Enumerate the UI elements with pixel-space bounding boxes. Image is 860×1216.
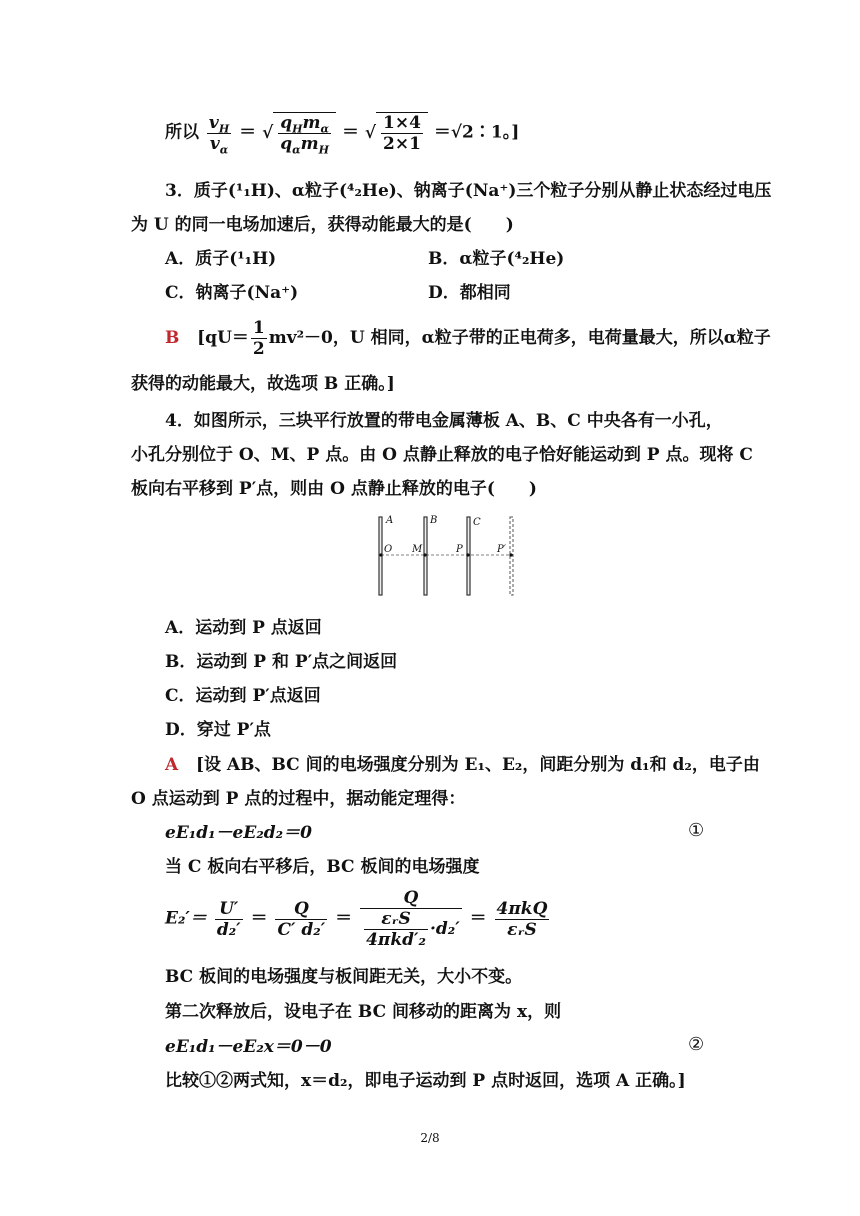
- q4-equation-2: eE₁d₁－eE₂x＝0－0: [165, 1037, 332, 1057]
- label-p-prime: P′: [497, 544, 506, 555]
- q4-explanation-line5: 第二次释放后，设电子在 BC 间移动的距离为 x，则: [165, 1002, 562, 1022]
- q3-answer: B: [165, 328, 180, 348]
- label-m: M: [412, 544, 423, 555]
- parallel-plates-figure: [372, 511, 522, 601]
- equation-marker-2: ②: [688, 1034, 705, 1055]
- q3-option-c: C．钠离子(Na⁺): [165, 283, 299, 303]
- q3-stem-line1: 3．质子(¹₁H)、α粒子(⁴₂He)、钠离子(Na⁺)三个粒子分别从静止状态经过电压: [165, 181, 772, 201]
- q4-explanation-line4: BC 板间的电场强度与板间距无关，大小不变。: [165, 967, 523, 987]
- q3-stem-line2: 为 U 的同一电场加速后，获得动能最大的是( ): [131, 215, 514, 235]
- label-a: A: [386, 515, 394, 526]
- q4-explanation-line6: 比较①②两式知，x＝d₂，即电子运动到 P 点时返回，选项 A 正确。]: [165, 1071, 686, 1091]
- sqrt-charge-mass: √ $\frac{q_Hm_\alpha}{q_\alpha m_H}$: [262, 112, 336, 154]
- label-b: B: [430, 515, 438, 526]
- e2-derivation: E₂′＝ $\frac{U'}{\text{d₂′}}$ ＝ $\frac{Q}{\text{C′ d₂′}}$ ＝ Q $\frac{\text{εᵣS}}{\text{4πkd′₂}}$ ·d₂′ ＝ $\frac{\text{4πkQ}}{\text{εᵣS}}$: [165, 888, 548, 950]
- q4-explanation-line1: A [设 AB、BC 间的电场强度分别为 E₁、E₂，间距分别为 d₁和 d₂，电子由: [165, 755, 760, 775]
- equation-marker-1: ①: [688, 820, 705, 841]
- q3-explanation-line1: B [qU＝ $\frac{1}{2}$ mv²－0，U 相同，α粒子带的正电荷多，电荷量最大，所以α粒子: [165, 318, 771, 359]
- q4-explanation-line2: O 点运动到 P 点的过程中，据动能定理得：: [131, 789, 466, 809]
- ratio-result: ＝√2∶1。]: [433, 122, 520, 143]
- q4-explanation-line3: 当 C 板向右平移后，BC 板间的电场强度: [165, 857, 480, 877]
- q4-option-a: A．运动到 P 点返回: [165, 618, 322, 638]
- q4-option-d: D．穿过 P′点: [165, 720, 271, 740]
- page-number: 2/8: [420, 1131, 440, 1145]
- q4-option-b: B．运动到 P 和 P′点之间返回: [165, 652, 398, 672]
- q3-option-a: A．质子(¹₁H): [165, 249, 277, 269]
- q4-stem-line3: 板向右平移到 P′点，则由 O 点静止释放的电子( ): [131, 479, 537, 499]
- velocity-ratio-fraction: $\frac{v_H}{v_\alpha}$: [208, 112, 230, 156]
- q3-option-d: D．都相同: [428, 283, 511, 303]
- q3-option-b: B．α粒子(⁴₂He): [428, 249, 565, 269]
- label-c: C: [473, 517, 481, 528]
- q4-answer: A: [165, 755, 179, 775]
- ratio-prefix: 所以: [165, 122, 199, 143]
- q4-equation-1: eE₁d₁－eE₂d₂＝0: [165, 823, 312, 843]
- q4-option-c: C．运动到 P′点返回: [165, 686, 321, 706]
- q4-stem-line1: 4．如图所示，三块平行放置的带电金属薄板 A、B、C 中央各有一小孔，: [165, 411, 723, 431]
- q4-stem-line2: 小孔分别位于 O、M、P 点。由 O 点静止释放的电子恰好能运动到 P 点。现将 C: [131, 445, 753, 465]
- q3-explanation-line2: 获得的动能最大，故选项 B 正确。]: [131, 374, 395, 394]
- ratio-formula: 所以 $\frac{v_H}{v_\alpha}$ ＝ √ $\frac{q_Hm_\alpha}{q_\alpha m_H}$ ＝ √ $\frac{1\times 4}{2\times 1}$ ＝√2∶1。]: [165, 112, 520, 157]
- label-p: P: [456, 544, 463, 555]
- sqrt-numeric: √ $\frac{1\times 4}{2\times 1}$: [365, 112, 428, 154]
- label-o: O: [384, 544, 393, 555]
